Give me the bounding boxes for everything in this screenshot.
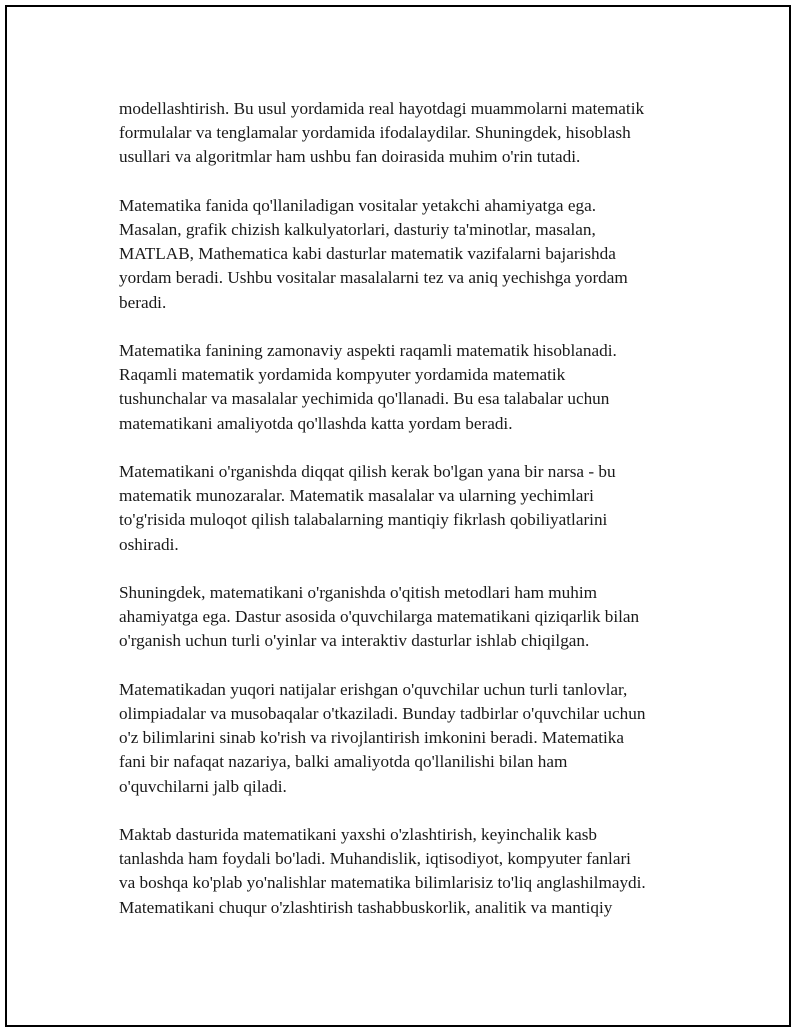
text-line: tanlashda ham foydali bo'ladi. Muhandislik, iqtisodiyot, kompyuter fanlari — [119, 849, 631, 869]
text-line: Raqamli matematik yordamida kompyuter yordamida matematik — [119, 365, 566, 385]
paragraph-3 — [119, 339, 699, 436]
text-line: yordam beradi. Ushbu vositalar masalalarni tez va aniq yechishga yordam — [119, 268, 628, 288]
text-line: ahamiyatga ega. Dastur asosida o'quvchilarga matematikani qiziqarlik bilan — [119, 607, 640, 627]
paragraph-6 — [119, 678, 699, 799]
text-line: Matematikadan yuqori natijalar erishgan o'quvchilar uchun turli tanlovlar, — [119, 679, 628, 699]
text-line: o'quvchilarni jalb qiladi. — [119, 776, 287, 796]
text-line: MATLAB, Mathematica kabi dasturlar matematik vazifalarni bajarishda — [119, 244, 616, 264]
text-line: Maktab dasturida matematikani yaxshi o'zlashtirish, keyinchalik kasb — [119, 825, 598, 844]
text-line: o'rganish uchun turli o'yinlar va interaktiv dasturlar ishlab chiqilgan. — [119, 631, 590, 651]
text-line: fani bir nafaqat nazariya, balki amaliyotda qo'llanilishi bilan ham — [119, 752, 568, 772]
text-line: va boshqa ko'plab yo'nalishlar matematika bilimlarisiz to'liq anglashilmaydi. — [119, 873, 646, 893]
document-page — [5, 5, 791, 1027]
text-line: Matematika fanida qo'llaniladigan vositalar yetakchi ahamiyatga ega. — [119, 195, 596, 215]
text-line: Matematikani chuqur o'zlashtirish tashabbuskorlik, analitik va mantiqiy — [119, 897, 613, 917]
text-line: formulalar va tenglamalar yordamida ifodalaydilar. Shuningdek, hisoblash — [119, 123, 631, 143]
text-line: tushunchalar va masalalar yechimida qo'llanadi. Bu esa talabalar uchun — [119, 389, 610, 409]
text-line: beradi. — [119, 292, 167, 312]
text-line: olimpiadalar va musobaqalar o'tkaziladi. Bunday tadbirlar o'quvchilar uchun — [119, 704, 646, 723]
document-body — [119, 97, 699, 944]
text-line: Matematikani o'rganishda diqqat qilish kerak bo'lgan yana bir narsa - bu — [119, 462, 616, 481]
paragraph-2 — [119, 194, 699, 315]
paragraph-7 — [119, 823, 699, 920]
text-line: matematikani amaliyotda qo'llashda katta yordam beradi. — [119, 413, 513, 433]
paragraph-1 — [119, 97, 699, 170]
text-line: oshiradi. — [119, 534, 179, 554]
text-line: o'z bilimlarini sinab ko'rish va rivojlantirish imkonini beradi. Matematika — [119, 728, 625, 748]
text-line: matematik munozaralar. Matematik masalalar va ularning yechimlari — [119, 486, 594, 506]
text-line: usullari va algoritmlar ham ushbu fan doirasida muhim o'rin tutadi. — [119, 147, 581, 167]
text-line: Masalan, grafik chizish kalkulyatorlari, dasturiy ta'minotlar, masalan, — [119, 220, 596, 239]
text-line: to'g'risida muloqot qilish talabalarning mantiqiy fikrlash qobiliyatlarini — [119, 510, 608, 530]
paragraph-5 — [119, 581, 699, 654]
text-line: modellashtirish. Bu usul yordamida real hayotdagi muammolarni matematik — [119, 99, 645, 118]
text-line: Shuningdek, matematikani o'rganishda o'qitish metodlari ham muhim — [119, 583, 597, 602]
paragraph-4 — [119, 460, 699, 557]
text-line: Matematika fanining zamonaviy aspekti raqamli matematik hisoblanadi. — [119, 341, 617, 360]
